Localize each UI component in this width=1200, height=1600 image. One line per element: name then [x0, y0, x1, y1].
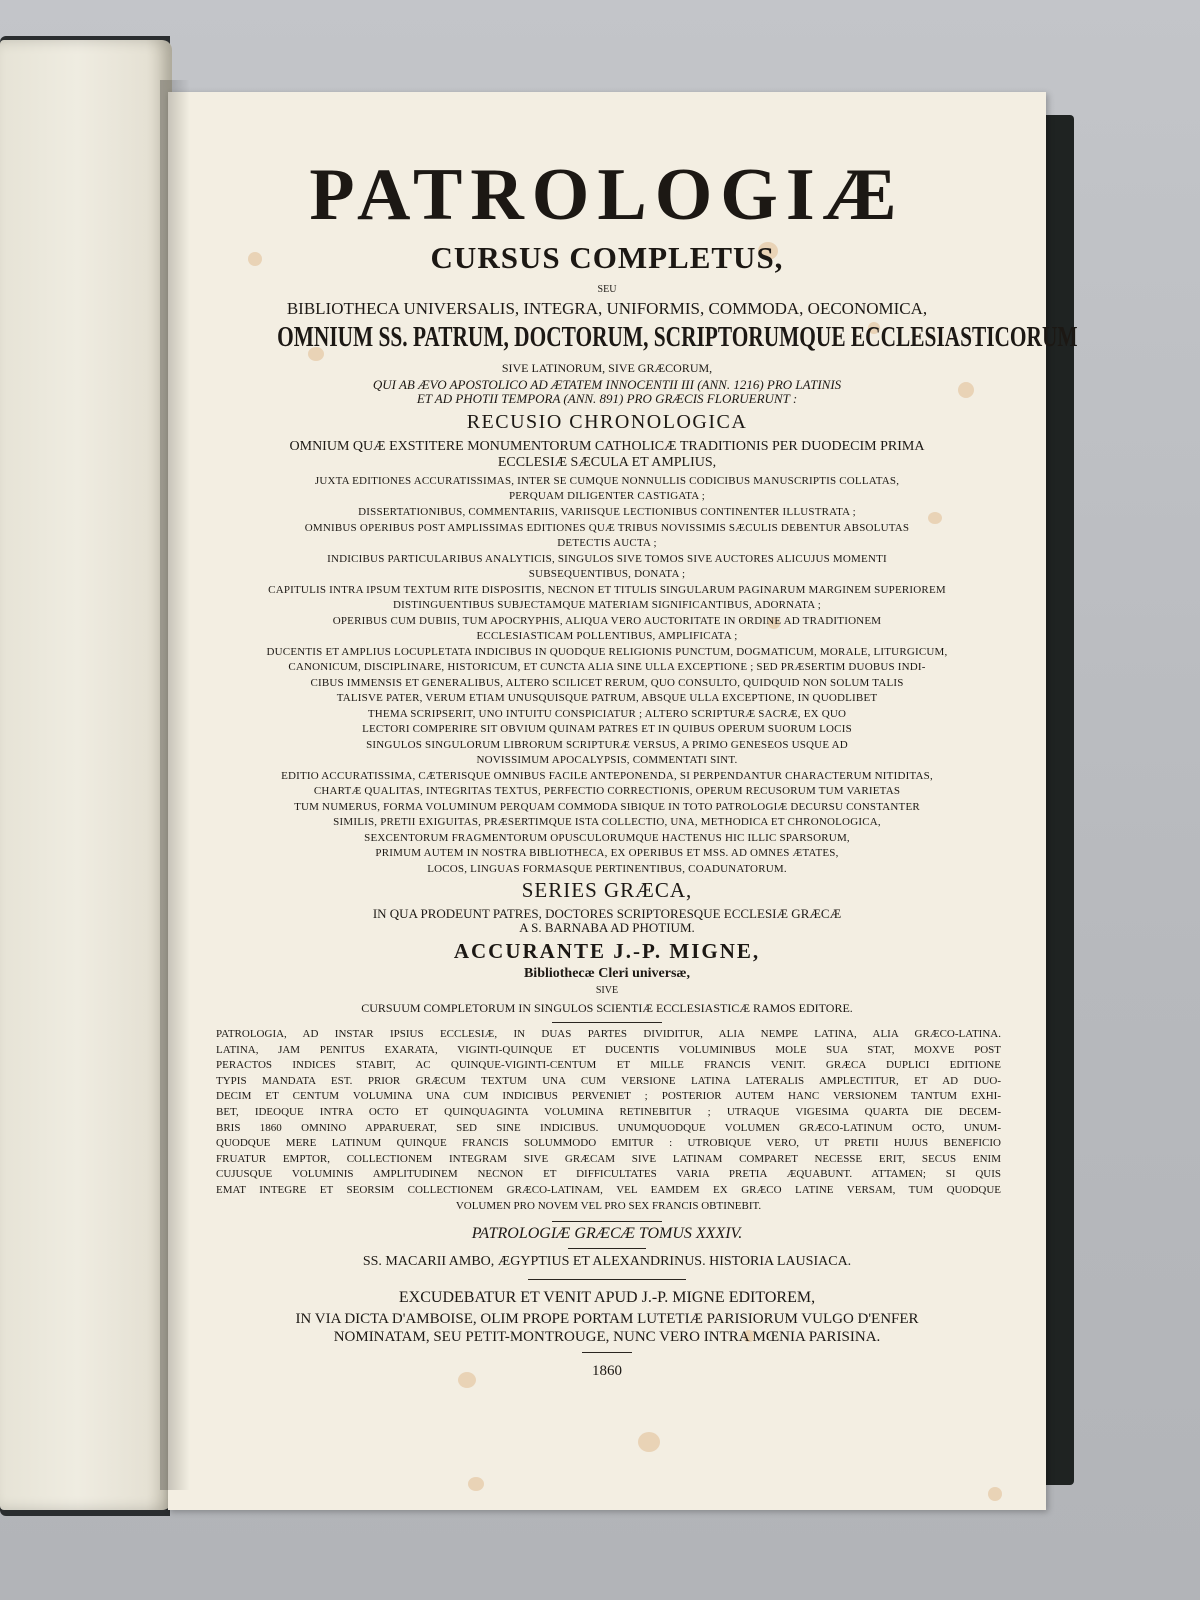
- description-line: NOVISSIMUM APOCALYPSIS, COMMENTATI SINT.: [476, 754, 738, 766]
- paragraph-line: VOLUMEN PRO NOVEM VEL PRO SEX FRANCIS OBTINEBIT.: [455, 1199, 762, 1212]
- volume-number: PATROLOGIÆ GRÆCÆ TOMUS XXXIV.: [471, 1225, 743, 1242]
- paragraph-line: DECIM ET CENTUM VOLUMINA UNA CUM INDICIBUS PERVENIET ; POSTERIOR AUTEM HANC VERSIONEM TANTUM EXHI-: [216, 1090, 1001, 1103]
- qui-ab-line-2: ET AD PHOTII TEMPORA (ANN. 891) PRO GRÆCIS FLORUERUNT :: [416, 391, 798, 406]
- paragraph-line: CUJUSQUE VOLUMINIS AMPLITUDINEM NECNON ET DIFFICULTATES VARIA PRETIA ÆQUABUNT. ATTAMEN; SI QUIS: [216, 1168, 1001, 1181]
- description-line: CHARTÆ QUALITAS, INTEGRITAS TEXTUS, PERFECTIO CORRECTIONIS, OPERUM RECUSORUM TUM VARIETAS: [313, 785, 901, 797]
- description-line: OMNIBUS OPERIBUS POST AMPLISSIMAS EDITIONES QUÆ TRIBUS NOVISSIMIS SÆCULIS DEBENTUR ABSOLUTAS: [304, 522, 910, 534]
- publication-year: 1860: [592, 1363, 622, 1379]
- pricing-paragraph: [216, 1027, 1001, 1214]
- seu-label: SEU: [597, 284, 617, 295]
- bibliothecae-cleri-line: Bibliothecæ Cleri universæ,: [523, 966, 691, 981]
- sive-line: SIVE LATINORUM, SIVE GRÆCORUM,: [501, 361, 713, 375]
- divider: [582, 1352, 632, 1353]
- bibliotheca-line: BIBLIOTHECA UNIVERSALIS, INTEGRA, UNIFORMIS, COMMODA, OECONOMICA,: [286, 299, 928, 318]
- divider: [552, 1022, 662, 1023]
- description-line: TALISVE PATER, VERUM ETIAM UNUSQUISQUE PATRUM, ABSQUE ULLA EXCEPTIONE, IN QUODLIBET: [336, 692, 878, 704]
- page-title: PATROLOGIÆ: [309, 154, 905, 236]
- paragraph-line: EMAT INTEGRE ET SEORSIM COLLECTIONEM GRÆCO-LATINAM, VEL EAMDEM EX GRÆCO LATINE VERSAM, TUM QUODQUE: [216, 1183, 1001, 1196]
- divider: [568, 1248, 646, 1249]
- imprint-line-3: NOMINATAM, SEU PETIT-MONTROUGE, NUNC VERO INTRA MŒNIA PARISINA.: [333, 1329, 881, 1345]
- paragraph-line: BRIS 1860 OMNINO APPARUERAT, SED SINE INDICIBUS. UNUMQUODQUE VOLUMEN GRÆCO-LATINUM OCTO, UNUM-: [216, 1121, 1001, 1134]
- description-line: DISSERTATIONIBUS, COMMENTARIIS, VARIISQUE LECTIONIBUS CONTINENTER ILLUSTRATA ;: [358, 506, 856, 518]
- imprint-line-1: EXCUDEBATUR ET VENIT APUD J.-P. MIGNE EDITOREM,: [398, 1289, 816, 1306]
- description-line: JUXTA EDITIONES ACCURATISSIMAS, INTER SE CUMQUE NONNULLIS CODICIBUS MANUSCRIPTIS COLLATAS,: [314, 475, 900, 487]
- paragraph-line: TYPIS MANDATA EST. PRIOR GRÆCUM TEXTUM UNA CUM VERSIONE LATINA LATERALIS AMPLECTITUR, ET AD DUO-: [216, 1074, 1001, 1087]
- paragraph-line: PATROLOGIA, AD INSTAR IPSIUS ECCLESIÆ, IN DUAS PARTES DIVIDITUR, ALIA NEMPE LATINA, ALIA GRÆCO-LATINA.: [216, 1028, 1001, 1040]
- in-qua-line-2: A S. BARNABA AD PHOTIUM.: [519, 920, 695, 935]
- description-line: LOCOS, LINGUAS FORMASQUE PERTINENTIBUS, COADUNATORUM.: [427, 863, 787, 875]
- description-line: CANONICUM, DISCIPLINARE, HISTORICUM, ET CUNCTA ALIA SINE ULLA EXCEPTIONE ; SED PRÆSERTIM DUOBUS INDI-: [288, 661, 926, 673]
- description-line: CAPITULIS INTRA IPSUM TEXTUM RITE DISPOSITIS, NECNON ET TITULIS SINGULARUM PAGINARUM MARGINEM SUPERIOREM: [268, 584, 946, 596]
- omnium-patrum-line: OMNIUM SS. PATRUM, DOCTORUM, SCRIPTORUMQUE ECCLESIASTICORUM: [277, 322, 1078, 353]
- paragraph-line: BET, IDEOQUE INTRA OCTO ET QUINQUAGINTA VOLUMINA RETINEBITUR ; UTRAQUE VIGESIMA QUARTA DIE DECEM-: [216, 1105, 1001, 1118]
- left-page: [0, 40, 172, 1510]
- description-line: ECCLESIASTICAM POLLENTIBUS, AMPLIFICATA ;: [476, 630, 738, 642]
- description-line: THEMA SCRIPSERIT, UNO INTUITU CONSPICIATUR ; ALTERO SCRIPTURÆ SACRÆ, EX QUO: [367, 708, 847, 720]
- description-line: SINGULOS SINGULORUM LIBRORUM SCRIPTURÆ VERSUS, A PRIMO GENESEOS USQUE AD: [366, 739, 848, 751]
- description-line: TUM NUMERUS, FORMA VOLUMINUM PERQUAM COMMODA SIBIQUE IN TOTO PATROLOGIÆ DECURSU CONSTANTER: [294, 801, 920, 813]
- description-line: SUBSEQUENTIBUS, DONATA ;: [528, 568, 686, 580]
- paragraph-line: QUODQUE MERE LATINUM QUINQUE FRANCIS SOLUMMODO EMITUR : UTROBIQUE VERO, UT PRETII HUJUS BENEFICIO: [216, 1137, 1001, 1150]
- description-line: PERQUAM DILIGENTER CASTIGATA ;: [508, 490, 706, 502]
- description-line: SIMILIS, PRETII EXIGUITAS, PRÆSERTIMQUE ISTA COLLECTIO, UNA, METHODICA ET CHRONOLOGICA,: [333, 816, 881, 828]
- qui-ab-line-1: QUI AB ÆVO APOSTOLICO AD ÆTATEM INNOCENTII III (ANN. 1216) PRO LATINIS: [372, 377, 842, 392]
- description-line: SEXCENTORUM FRAGMENTORUM OPUSCULORUMQUE HACTENUS HIC ILLIC SPARSORUM,: [364, 832, 850, 844]
- divider: [552, 1221, 662, 1222]
- description-line: LECTORI COMPERIRE SIT OBVIUM QUINAM PATRES ET IN QUIBUS OPERUM SUORUM LOCIS: [362, 723, 852, 735]
- divider: [528, 1279, 686, 1280]
- paragraph-line: FRUATUR EMPTOR, COLLECTIONEM INTEGRAM SIVE GRÆCAM SIVE LATINAM COMPARET NECESSE ERIT, SECUS ENIM: [216, 1152, 1001, 1165]
- volume-contents: SS. MACARII AMBO, ÆGYPTIUS ET ALEXANDRINUS. HISTORIA LAUSIACA.: [362, 1254, 852, 1269]
- paragraph-line: LATINA, JAM PENITUS EXARATA, VIGINTI-QUINQUE ET DUCENTIS VOLUMINIBUS MOLE SUA STAT, MOXVE POST: [216, 1043, 1001, 1056]
- description-line: OPERIBUS CUM DUBIIS, TUM APOCRYPHIS, ALIQUA VERO AUCTORITATE IN ORDINE AD TRADITIONEM: [332, 615, 882, 627]
- description-line: CIBUS IMMENSIS ET GENERALIBUS, ALTERO SCILICET RERUM, QUO CONSULTO, QUIDQUID NON SOLUM TALIS: [310, 677, 904, 689]
- omnium-quae-line-1: OMNIUM QUÆ EXSTITERE MONUMENTORUM CATHOLICÆ TRADITIONIS PER DUODECIM PRIMA: [289, 439, 925, 454]
- omnium-quae-line-2: ECCLESIÆ SÆCULA ET AMPLIUS,: [497, 455, 717, 470]
- cursuum-line: CURSUUM COMPLETORUM IN SINGULOS SCIENTIÆ ECCLESIASTICÆ RAMOS EDITORE.: [361, 1001, 853, 1015]
- imprint-line-2: IN VIA DICTA D'AMBOISE, OLIM PROPE PORTAM LUTETIÆ PARISIORUM VULGO D'ENFER: [295, 1311, 919, 1327]
- paragraph-line: PERACTOS INDICES STABIT, AC QUINQUE-VIGINTI-CENTUM ET MILLE FRANCIS VENIT. GRÆCA DUPLICI EDITIONE: [216, 1059, 1001, 1072]
- in-qua-line-1: IN QUA PRODEUNT PATRES, DOCTORES SCRIPTORESQUE ECCLESIÆ GRÆCÆ: [372, 906, 842, 921]
- recusio-heading: RECUSIO CHRONOLOGICA: [466, 411, 748, 433]
- description-line: DISTINGUENTIBUS SUBJECTAMQUE MATERIAM SIGNIFICANTIBUS, ADORNATA ;: [392, 599, 822, 611]
- gutter-shadow: [160, 80, 190, 1490]
- description-line: DETECTIS AUCTA ;: [557, 537, 657, 549]
- description-line: EDITIO ACCURATISSIMA, CÆTERISQUE OMNIBUS FACILE ANTEPONENDA, SI PERPENDANTUR CHARACTERUM NITIDITAS,: [281, 770, 933, 782]
- description-line: PRIMUM AUTEM IN NOSTRA BIBLIOTHECA, EX OPERIBUS ET MSS. AD OMNES ÆTATES,: [375, 847, 839, 859]
- series-heading: SERIES GRÆCA,: [521, 878, 693, 902]
- editor-heading: ACCURANTE J.-P. MIGNE,: [453, 939, 761, 963]
- description-line: INDICIBUS PARTICULARIBUS ANALYTICIS, SINGULOS SIVE TOMOS SIVE AUCTORES ALICUJUS MOMENTI: [327, 553, 887, 565]
- description-line: DUCENTIS ET AMPLIUS LOCUPLETATA INDICIBUS IN QUODQUE RELIGIONIS PUNCTUM, DOGMATICUM, MORALE, LITURGICUM,: [266, 646, 948, 658]
- subtitle: CURSUS COMPLETUS,: [430, 240, 784, 275]
- title-page: [168, 92, 1078, 1510]
- sive-label: SIVE: [595, 985, 619, 996]
